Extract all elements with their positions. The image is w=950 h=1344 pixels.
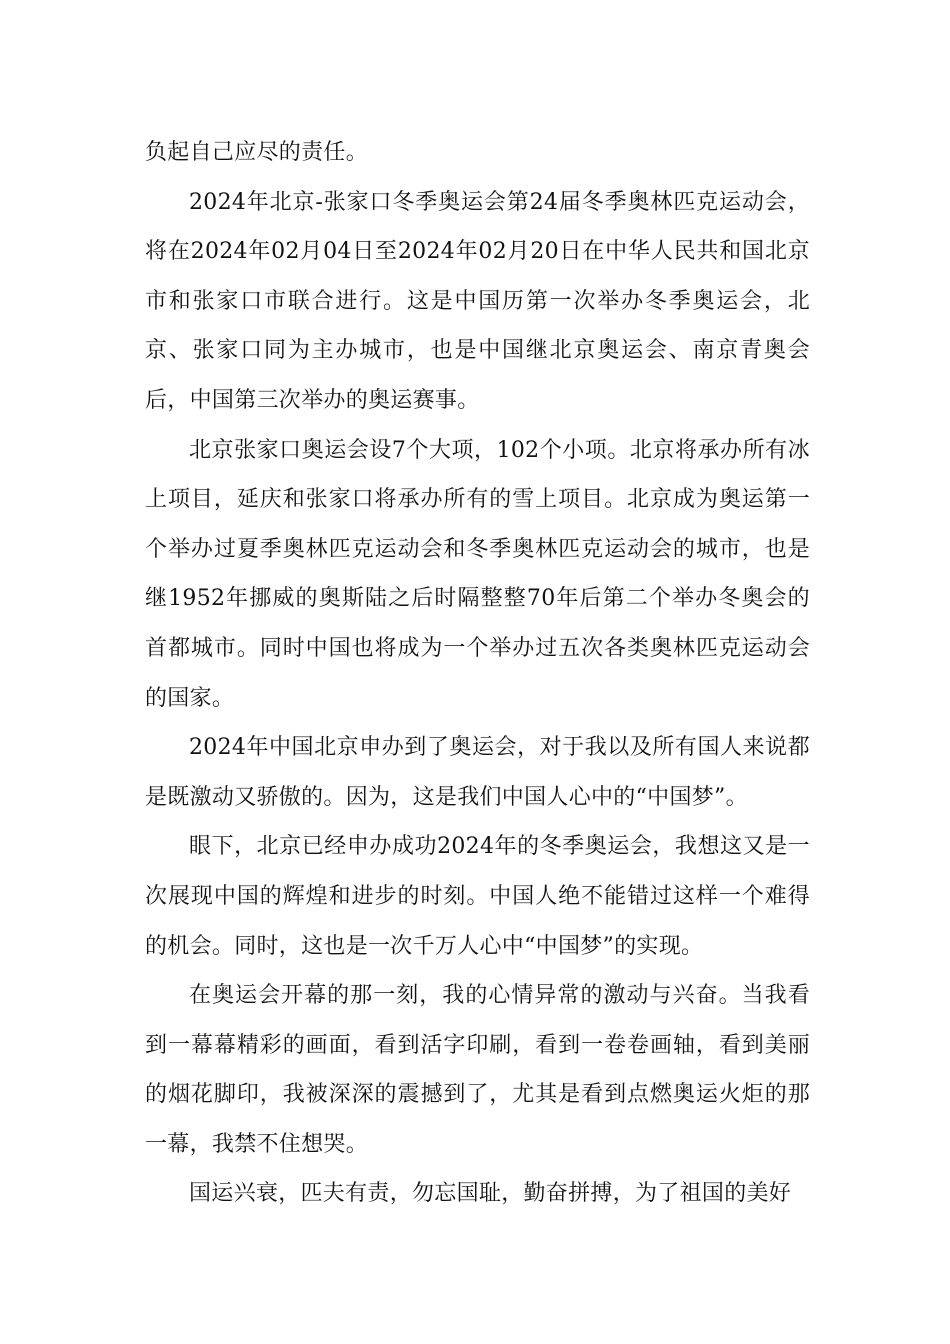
paragraph-olympics-events: 北京张家口奥运会设7个大项，102个小项。北京将承办所有冰上项目，延庆和张家口将承办所有的雪上项目。北京成为奥运第一个举办过夏季奥林匹克运动会和冬季奥林匹克运动会的城市，也是继1952年挪威的奥斯陆之后时隔整整70年后第二个举办冬奥会的首都城市。同时中国也将成为一个举办过五次各类奥林匹克运动会的国家。 [145, 437, 810, 711]
paragraph-bid-success: 眼下，北京已经申办成功2024年的冬季奥运会，我想这又是一次展现中国的辉煌和进步的时刻。中国人绝不能错过这样一个难得的机会。同时，这也是一次千万人心中“中国梦”的实现。 [145, 834, 810, 959]
paragraph-national-duty: 国运兴衰，匹夫有责，勿忘国耻，勤奋拼搏，为了祖国的美好 [189, 1181, 792, 1207]
paragraph-china-dream: 2024年中国北京申办到了奥运会，对于我以及所有国人来说都是既激动又骄傲的。因为，这是我们中国人心中的“中国梦”。 [145, 735, 810, 810]
document-body [145, 128, 810, 1219]
paragraph-continuation: 负起自己应尽的责任。 [145, 140, 369, 165]
paragraph-opening-ceremony: 在奥运会开幕的那一刻，我的心情异常的激动与兴奋。当我看到一幕幕精彩的画面，看到活字印刷，看到一卷卷画轴，看到美丽的烟花脚印，我被深深的震撼到了，尤其是看到点燃奥运火炬的那一幕，我禁不住想哭。 [145, 983, 810, 1157]
paragraph-olympics-intro: 2024年北京-张家口冬季奥运会第24届冬季奥林匹克运动会，将在2024年02月04日至2024年02月20日在中华人民共和国北京市和张家口市联合进行。这是中国历第一次举办冬季奥运会，北京、张家口同为主办城市，也是中国继北京奥运会、南京青奥会后，中国第三次举办的奥运赛事。 [145, 189, 810, 413]
